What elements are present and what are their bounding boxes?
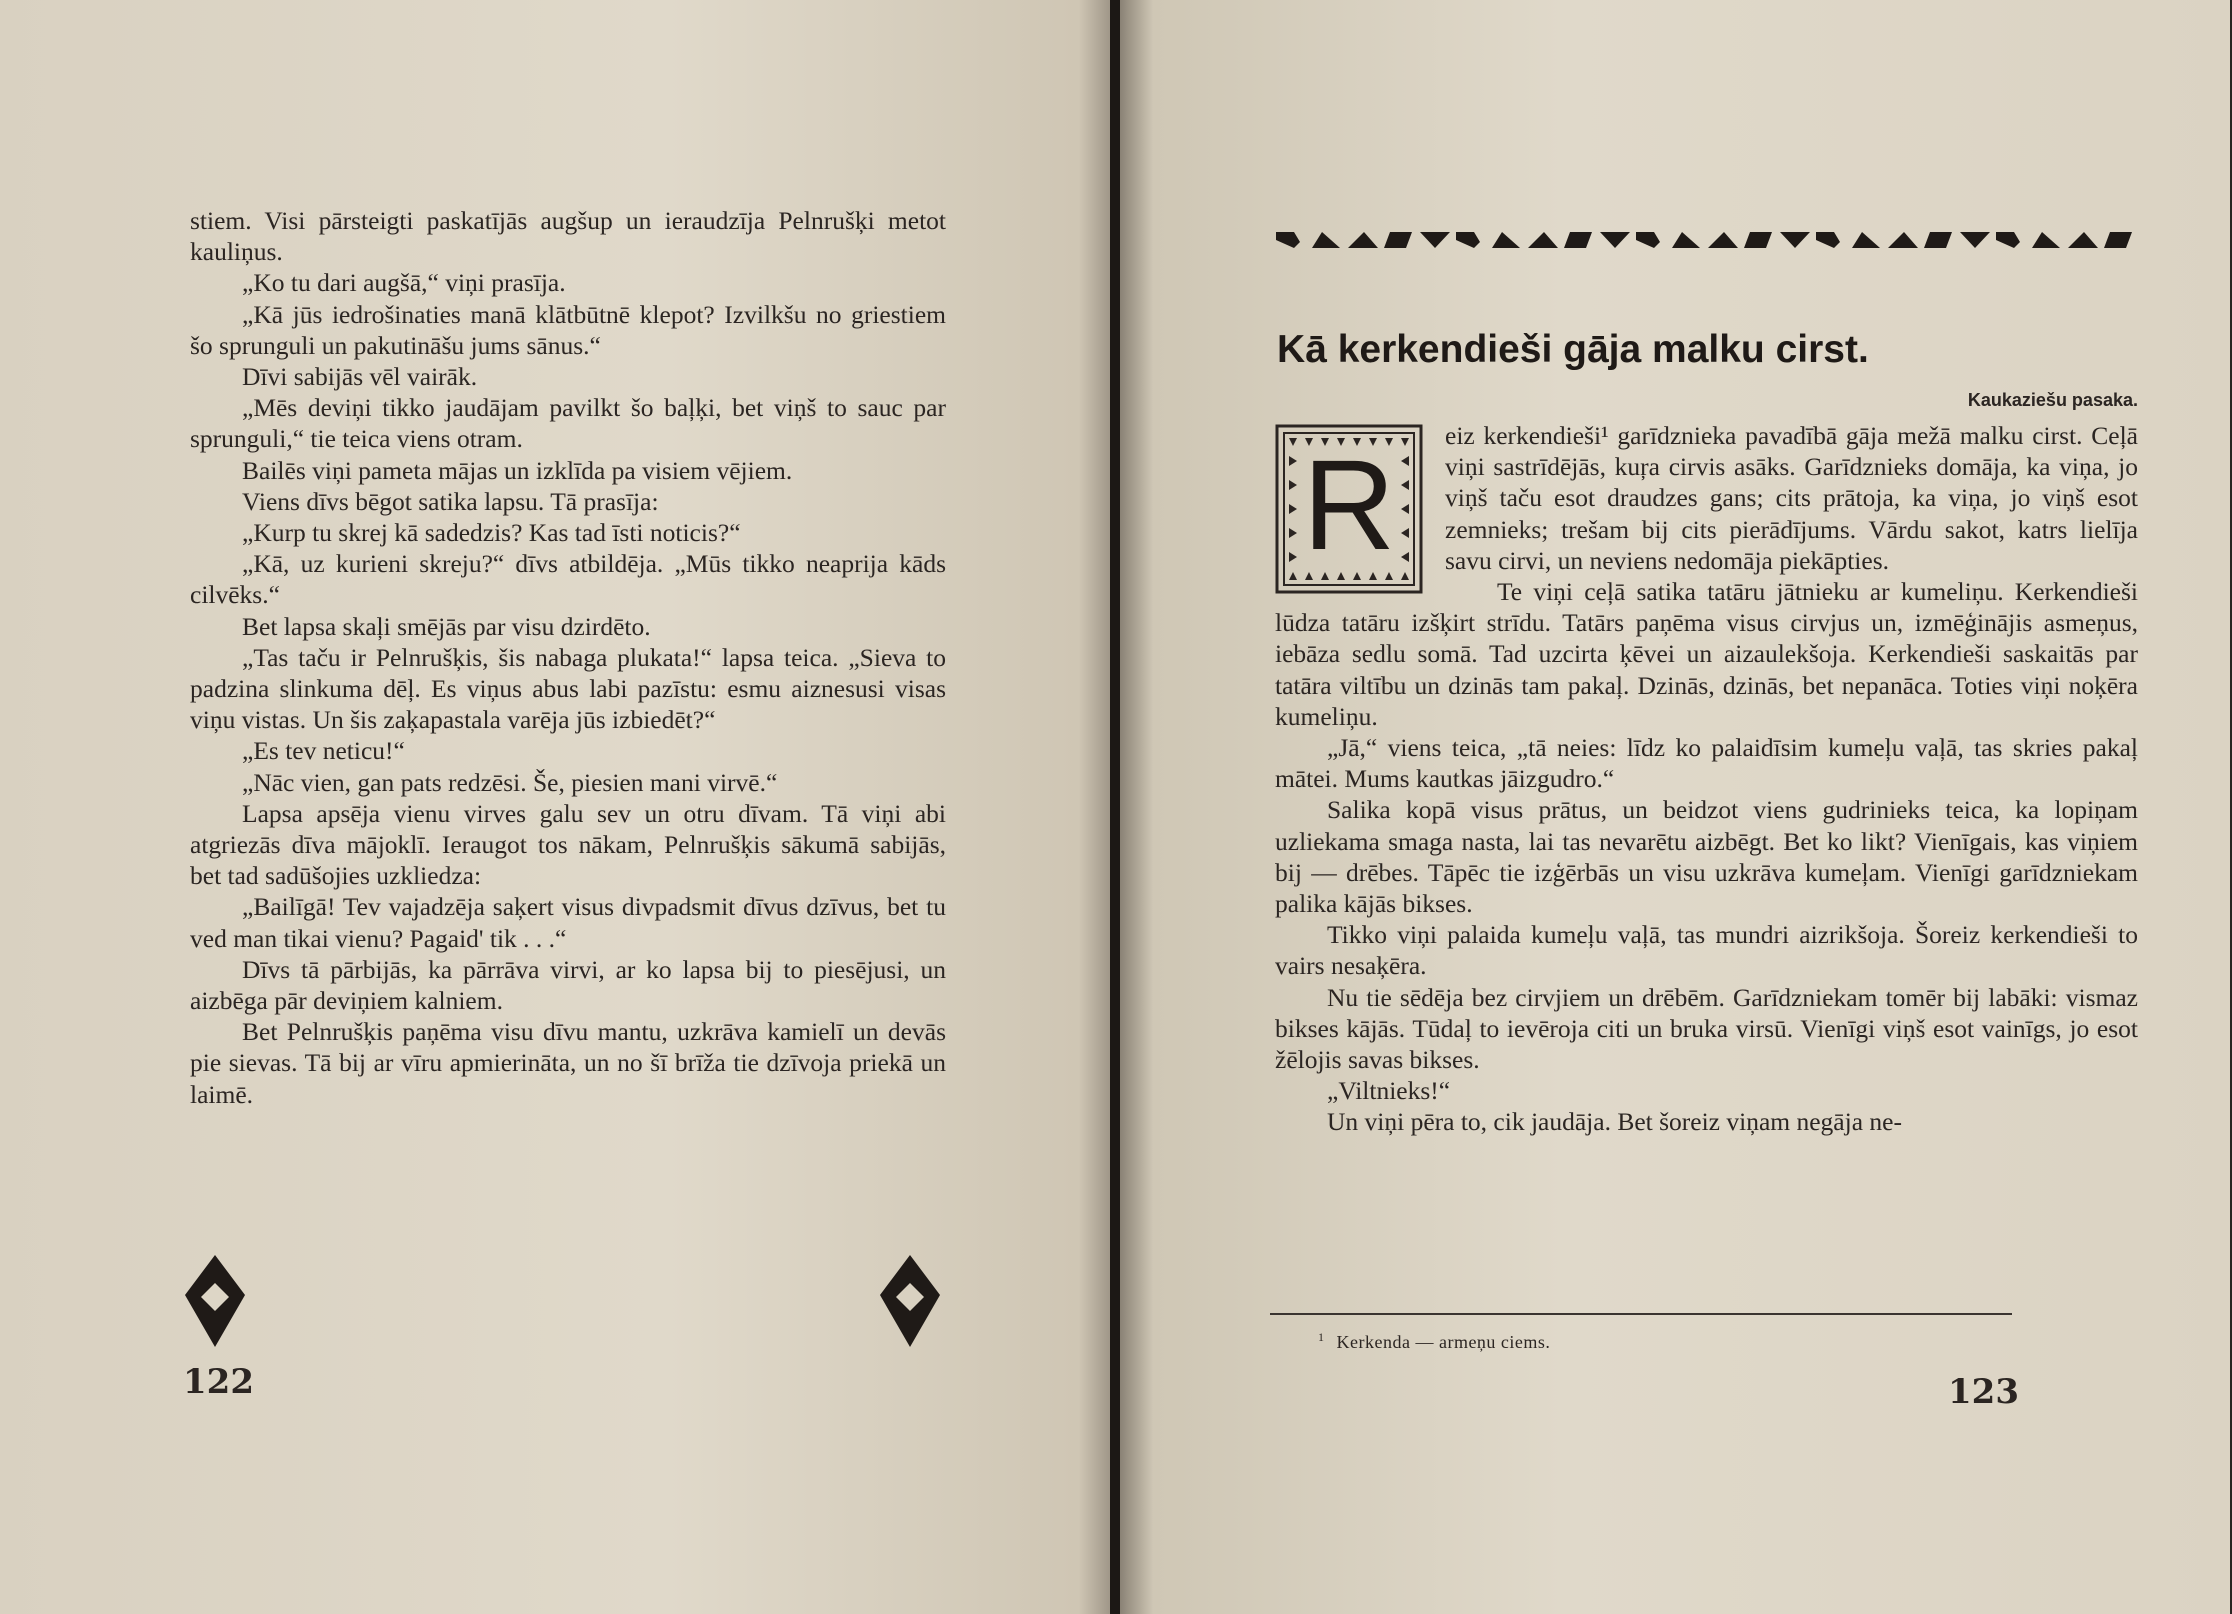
drop-cap bbox=[1275, 424, 1423, 594]
story-title: Kā kerkendieši gāja malku cirst. bbox=[1277, 328, 1869, 371]
paragraph: Lapsa apsēja vienu virves galu sev un otru dīvam. Tā viņi abi atgriezās dīva mājoklī. Ieraugot tos nākam, Pelnrušķis sākumā sabijās, bet tad sadūšojies uzkliedza: bbox=[190, 798, 946, 891]
right-page bbox=[1120, 0, 2230, 1614]
left-page-text bbox=[190, 205, 946, 1110]
header-ornament-icon bbox=[1276, 228, 2146, 250]
paragraph: „Es tev neticu!“ bbox=[242, 736, 405, 766]
paragraph: Bet lapsa skaļi smējās par visu dzirdēto. bbox=[242, 611, 651, 641]
paragraph: „Kurp tu skrej kā sadedzis? Kas tad īsti noticis?“ bbox=[242, 518, 741, 548]
right-page-text bbox=[1275, 420, 2138, 1138]
paragraph: Nu tie sēdēja bez cirvjiem un drēbēm. Garīdzniekam tomēr bij labāki: vismaz bikses kājās. Tūdaļ to ievēroja citi un bruka virsū. Vienīgi viņš esot vainīgs, jo esot žēlojis savas bikses. bbox=[1275, 982, 2138, 1075]
ornament-segment bbox=[2104, 232, 2132, 248]
ornament-segment bbox=[1816, 232, 1840, 248]
first-paragraph: eiz kerkendieši¹ garīdznieka pavadībā gāja mežā malku cirst. Ceļā viņi sastrīdējās, kuŗa cirvis asāks. Garīdznieks domāja, ka viņa, jo viņš taču esot draudzes gans; cits prātoja, ka viņa, jo viņš esot zemnieks; trešam bij cits pierādījums. Vārdu sakot, katrs lielīja savu cirvi, un neviens nedomāja piekāpties. bbox=[1445, 421, 2138, 575]
ornament-segment bbox=[1384, 232, 1412, 248]
ornament-segment bbox=[1924, 232, 1952, 248]
left-page bbox=[0, 0, 1112, 1614]
ornament-segment bbox=[1672, 232, 1700, 248]
footnote bbox=[1318, 1330, 1550, 1353]
drop-cap-letter: R bbox=[1302, 434, 1396, 577]
ornament-segment bbox=[1420, 232, 1450, 248]
paragraph: Bet Pelnrušķis paņēma visu dīvu mantu, uzkrāva kamielī un devās pie sievas. Tā bij ar vīru apmierināta, un no šī brīža tie dzīvoja priekā un laimē. bbox=[190, 1017, 946, 1109]
paragraph: „Viltnieks!“ bbox=[1327, 1076, 1451, 1106]
ornament-segment bbox=[1636, 232, 1660, 248]
ornament-segment bbox=[1528, 232, 1558, 248]
diamond-ornament-icon bbox=[183, 1253, 247, 1349]
ornament-segment bbox=[2068, 232, 2098, 248]
ornament-segment bbox=[1492, 232, 1520, 248]
ornament-segment bbox=[1312, 232, 1340, 248]
paragraph: stiem. Visi pārsteigti paskatījās augšup un ieraudzīja Pelnrušķi metot kauliņus. bbox=[190, 206, 946, 267]
ornament-segment bbox=[1960, 232, 1990, 248]
ornament-segment bbox=[1600, 232, 1630, 248]
paragraph: Bailēs viņi pameta mājas un izklīda pa visiem vējiem. bbox=[242, 455, 793, 485]
ornament-segment bbox=[1564, 232, 1592, 248]
ornament-segment bbox=[2032, 232, 2060, 248]
footnote-rule bbox=[1270, 1313, 2012, 1315]
ornament-segment bbox=[1888, 232, 1918, 248]
footnote-text: Kerkenda — armeņu ciems. bbox=[1336, 1332, 1551, 1352]
paragraph: Dīvs tā pārbijās, ka pārrāva virvi, ar ko lapsa bij to piesējusi, un aizbēga pār deviņiem kalniem. bbox=[190, 954, 946, 1016]
ornament-segment bbox=[1780, 232, 1810, 248]
paragraph: „Bailīgā! Tev vajadzēja saķert visus divpadsmit dīvus dzīvus, bet tu ved man tikai vienu? Pagaid' tik . . .“ bbox=[190, 892, 946, 953]
ornament-segment bbox=[1996, 232, 2020, 248]
page-number: 122 bbox=[183, 1362, 254, 1402]
ornament-segment bbox=[1276, 232, 1300, 248]
ornament-segment bbox=[1744, 232, 1772, 248]
ornament-segment bbox=[1708, 232, 1738, 248]
story-subtitle: Kaukaziešu pasaka. bbox=[1967, 390, 2138, 410]
ornament-segment bbox=[1852, 232, 1880, 248]
paragraph: „Kā jūs iedrošinaties manā klātbūtnē klepot? Izvilkšu no griestiem šo sprunguli un pakutināšu jums sānus.“ bbox=[190, 299, 946, 360]
diamond-ornament-icon bbox=[878, 1253, 942, 1349]
paragraph: „Tas taču ir Pelnrušķis, šis nabaga plukatа!“ lapsa teica. „Sieva to padzina slinkuma dēļ. Es viņus abus labi pazīstu: esmu aiznesusi visas viņu vistas. Un šis zaķapastala varēja jūs izbiedēt?“ bbox=[190, 642, 946, 735]
paragraph: „Mēs deviņi tikko jaudājam pavilkt šo baļķi, bet viņš to sauc par sprunguli,“ tie teica viens otram. bbox=[190, 393, 946, 454]
paragraph: Viens dīvs bēgot satika lapsu. Tā prasīja: bbox=[242, 486, 659, 516]
paragraph: Salika kopā visus prātus, un beidzot viens gudrinieks teica, ka lopiņam uzliekama smaga nasta, lai tas nevarētu aizbēgt. Bet ko likt? Vienīgais, kas viņiem bij — drēbes. Tāpēc tie izģērbās un visu uzkrāva kumeļam. Vienīgi garīdzniekam palika kājās bikses. bbox=[1275, 795, 2138, 919]
paragraph: Dīvi sabijās vēl vairāk. bbox=[242, 362, 478, 392]
paragraph: „Ko tu dari augšā,“ viņi prasīja. bbox=[242, 268, 566, 298]
paragraph: „Nāc vien, gan pats redzēsi. Še, piesien mani virvē.“ bbox=[242, 767, 778, 797]
paragraph: Tikko viņi palaida kumeļu vaļā, tas mundri aizrikšoja. Šoreiz kerkendieši to vairs nesaķēra. bbox=[1275, 920, 2138, 981]
paragraph: Un viņi pēra to, cik jaudāja. Bet šoreiz viņam negāja ne- bbox=[1327, 1107, 1902, 1137]
paragraph: Te viņi ceļā satika tatāru jātnieku ar kumeliņu. Kerkendieši lūdza tatāru izšķirt strīdu. Tatārs paņēma visus cirvjus un, izmēģinājis asmeņus, iebāza sedlu somā. Tad uzcirta ķēvei un aizaulekšoja. Kerkendieši saskaitās par tatāra viltību un dzinās tam pakaļ. Dzinās, dzinās, bet nepanāca. Toties viņi noķēra kumeliņu. bbox=[1275, 577, 2138, 731]
paragraph: „Jā,“ viens teica, „tā neies: līdz ko palaidīsim kumeļu vaļā, tas skries pakaļ mātei. Mums kautkas jāizgudro.“ bbox=[1275, 733, 2138, 794]
footnote-mark: 1 bbox=[1318, 1330, 1325, 1344]
right-page-paragraphs bbox=[1275, 576, 2138, 1138]
page-number: 123 bbox=[1948, 1372, 2019, 1412]
ornament-segment bbox=[1456, 232, 1480, 248]
ornament-segment bbox=[1348, 232, 1378, 248]
paragraph: „Kā, uz kurieni skreju?“ dīvs atbildēja. „Mūs tikko neaprija kāds cilvēks.“ bbox=[190, 549, 946, 610]
